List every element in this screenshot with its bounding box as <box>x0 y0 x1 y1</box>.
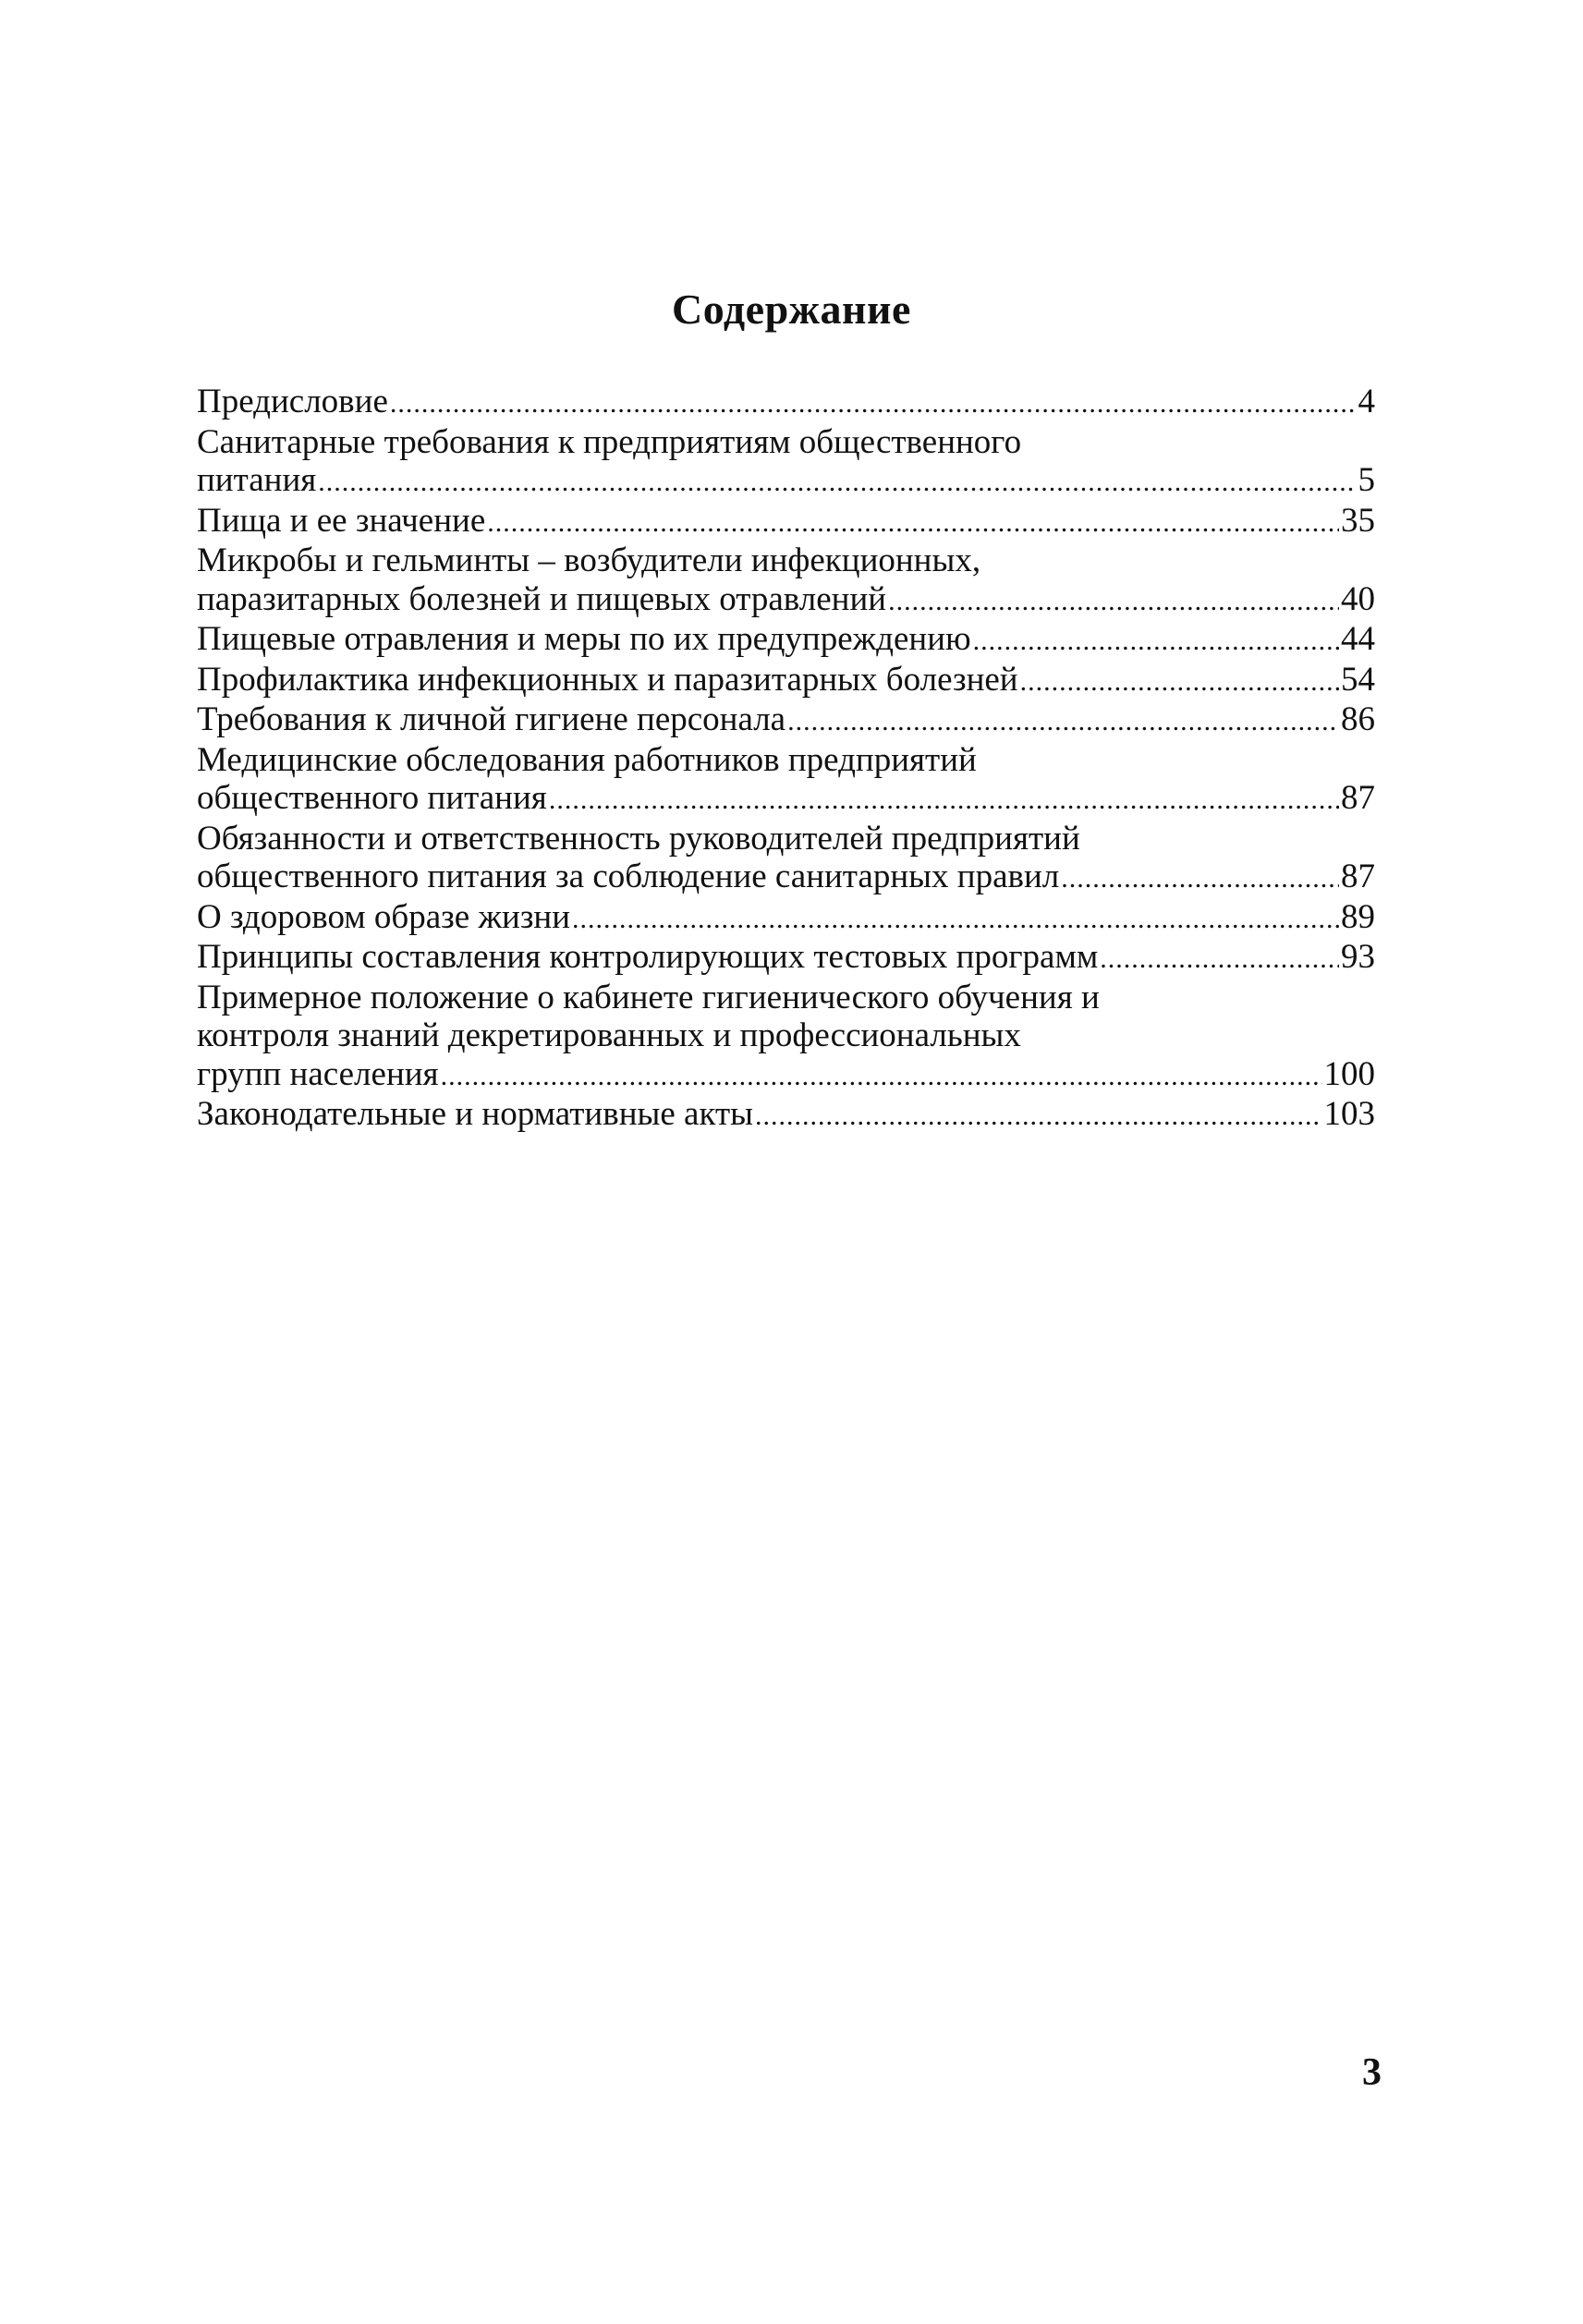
toc-entry-title-line: Профилактика инфекционных и паразитарных болезней <box>197 660 1018 699</box>
toc-entry-title-line: Примерное положение о кабинете гигиенического обучения и <box>197 978 1100 1016</box>
toc-entry-title-line: Принципы составления контролирующих тестовых программ <box>197 938 1099 976</box>
toc-entry-row <box>197 938 1375 979</box>
toc-entry-title-line: Микробы и гельминты – возбудители инфекционных, <box>197 541 981 579</box>
toc-entry-page: 44 <box>1341 620 1375 658</box>
dot-leader <box>888 582 1339 621</box>
page-number: 3 <box>1362 2051 1382 2094</box>
toc-entry-page: 5 <box>1358 461 1375 499</box>
toc-entry-row <box>197 700 1375 741</box>
toc-entry-row <box>197 383 1375 423</box>
toc-entry-title-line: О здоровом образе жизни <box>197 897 571 936</box>
toc-entry <box>197 898 1375 939</box>
toc-entry-row <box>197 779 1375 820</box>
toc-entry-page: 87 <box>1341 779 1375 817</box>
toc-entry-title-line: контроля знаний декретированных и профессиональных <box>197 1016 1021 1054</box>
toc-entry-row <box>197 461 1375 502</box>
toc-entry-title-line: Санитарные требования к предприятиям общественного <box>197 422 1022 461</box>
toc-entry-title-line: Предисловие <box>197 383 388 420</box>
toc-entry <box>197 502 1375 542</box>
dot-leader <box>1061 859 1339 898</box>
dot-leader <box>487 504 1339 542</box>
dot-leader <box>441 1057 1322 1096</box>
toc-entry-title-line: Требования к личной гигиене персонала <box>197 700 786 738</box>
toc-entry-title-line: Пищевые отравления и меры по их предупреждению <box>197 620 971 658</box>
toc-entry-title-line: Пища и ее значение <box>197 501 486 540</box>
dot-leader <box>755 1097 1322 1136</box>
toc-entry-page: 89 <box>1341 897 1375 936</box>
toc-entry-page: 100 <box>1323 1054 1375 1093</box>
dot-leader <box>390 384 1357 423</box>
toc-entry <box>197 620 1375 661</box>
toc-entry-page: 40 <box>1341 579 1375 618</box>
toc-entry-page: 86 <box>1341 700 1375 738</box>
toc-entry <box>197 938 1375 979</box>
toc-entry-page: 93 <box>1341 938 1375 976</box>
toc-entry-row <box>197 580 1375 621</box>
toc-entry-title-line: Медицинские обследования работников предприятий <box>197 740 977 779</box>
toc-entry <box>197 661 1375 701</box>
toc-entry <box>197 820 1375 898</box>
toc-entry-title-line: питания <box>197 461 317 499</box>
dot-leader <box>1020 663 1339 701</box>
toc-entry-row <box>197 620 1375 661</box>
dot-leader <box>787 702 1339 741</box>
dot-leader <box>1100 940 1339 979</box>
toc-entry-title-line: групп населения <box>197 1054 439 1093</box>
toc-entry <box>197 741 1375 820</box>
page-title: Содержание <box>672 286 911 333</box>
toc-entry-row <box>197 858 1375 898</box>
toc-entry-row <box>197 661 1375 701</box>
toc-entry-title-line: Обязанности и ответственность руководителей предприятий <box>197 819 1080 858</box>
dot-leader <box>549 781 1339 820</box>
toc-entry-page: 35 <box>1341 501 1375 540</box>
toc-entry-row <box>197 898 1375 939</box>
toc-entry-title-line: общественного питания за соблюдение санитарных правил <box>197 858 1060 895</box>
toc-entry-title-line: общественного питания <box>197 779 547 817</box>
toc-entry <box>197 541 1375 620</box>
toc-entry-title-line: паразитарных болезней и пищевых отравлений <box>197 579 887 618</box>
toc-entry <box>197 383 1375 423</box>
toc-entry-title-line: Законодательные и нормативные акты <box>197 1095 753 1133</box>
toc-entry-row <box>197 1055 1375 1096</box>
toc-entry-page: 4 <box>1358 383 1375 420</box>
toc-entry <box>197 1095 1375 1136</box>
toc-entry <box>197 979 1375 1096</box>
toc-entry-page: 103 <box>1323 1095 1375 1133</box>
toc-entry <box>197 700 1375 741</box>
toc-entry <box>197 423 1375 502</box>
toc-entry-row <box>197 1095 1375 1136</box>
toc-entry-row <box>197 502 1375 542</box>
dot-leader <box>318 463 1356 502</box>
toc-entry-page: 87 <box>1341 858 1375 895</box>
toc-entry-page: 54 <box>1341 660 1375 699</box>
table-of-contents <box>197 383 1375 1136</box>
dot-leader <box>973 622 1339 661</box>
dot-leader <box>572 900 1339 939</box>
